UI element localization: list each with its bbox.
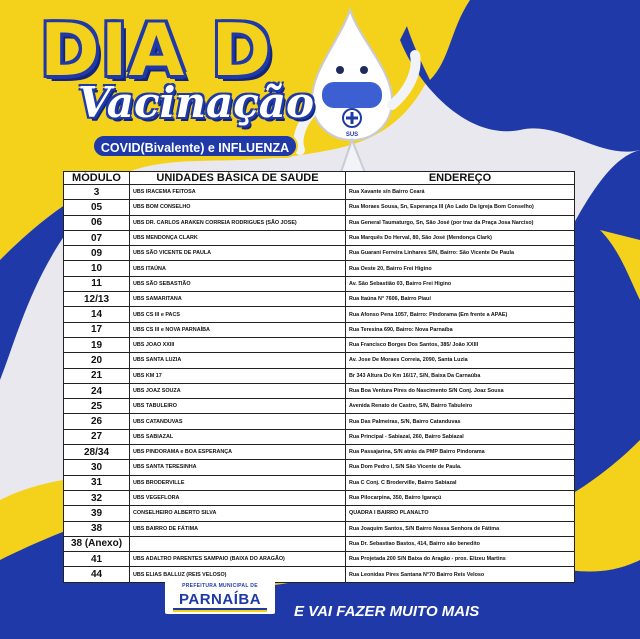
table-row — [64, 490, 575, 505]
table-row — [64, 200, 575, 215]
table-row — [64, 215, 575, 230]
table-row — [64, 307, 575, 322]
address-cell: Br 343 Altura Do Km 16/17, S/N, Baixa Da Carnaúba — [346, 368, 575, 383]
table-row — [64, 399, 575, 414]
event-date: 20.MAIO — [477, 46, 591, 77]
module-cell: 41 — [64, 552, 130, 567]
table-row — [64, 414, 575, 429]
address-cell: Rua Afonso Pena 1057, Bairro: Pindorama (Em frente a APAE) — [346, 307, 575, 322]
module-cell: 31 — [64, 475, 130, 490]
table-row — [64, 521, 575, 536]
title-sub: Vacinação — [78, 78, 315, 127]
ubs-cell: UBS IRACEMA FEITOSA — [130, 185, 346, 200]
ubs-cell: UBS BRODERVILLE — [130, 475, 346, 490]
table-row — [64, 506, 575, 521]
module-cell: 30 — [64, 460, 130, 475]
address-cell: Rua Teresina 690, Bairro: Nova Parnaíba — [346, 322, 575, 337]
ubs-cell: UBS DR. CARLOS ARAKEN CORREIA RODRIGUES (SÃO JOSE) — [130, 215, 346, 230]
module-cell: 11 — [64, 276, 130, 291]
table-row — [64, 261, 575, 276]
ubs-cell: UBS ITAÚNA — [130, 261, 346, 276]
table-body — [64, 185, 575, 583]
ubs-cell: UBS ELIAS BALLUZ (REIS VELOSO) — [130, 567, 346, 582]
module-cell: 12/13 — [64, 292, 130, 307]
address-cell: Avenida Renato de Castro, S/N, Bairro Tabuleiro — [346, 399, 575, 414]
address-cell: Rua Moraes Sousa, Sn, Esperança III (Ao Lado Da Igreja Bom Conselho) — [346, 200, 575, 215]
table-row — [64, 567, 575, 582]
address-cell: Rua Dr. Sebastiao Bastos, 414, Bairro são benedito — [346, 536, 575, 551]
address-cell: Rua Projetada 200 S/N Baixa do Aragão - prox. Elizeu Martins — [346, 552, 575, 567]
header-module: MÓDULO — [64, 172, 130, 185]
ubs-cell: UBS SÃO VICENTE DE PAULA — [130, 246, 346, 261]
table-row — [64, 353, 575, 368]
header-ubs: UNIDADES BÁSICA DE SAÚDE — [130, 172, 346, 185]
subtitle-badge: COVID(Bivalente) e INFLUENZA — [92, 134, 298, 158]
ubs-cell: CONSELHEIRO ALBERTO SILVA — [130, 506, 346, 521]
module-cell: 24 — [64, 383, 130, 398]
ubs-cell: UBS KM 17 — [130, 368, 346, 383]
ubs-cell: UBS SANTA TERESINHA — [130, 460, 346, 475]
address-cell: Rua Francisco Borges Dos Santos, 385/ João XXIII — [346, 337, 575, 352]
table-row — [64, 445, 575, 460]
ubs-cell: UBS SAMARITANA — [130, 292, 346, 307]
table-row — [64, 322, 575, 337]
ubs-cell: UBS CS III e NOVA PARNAÍBA — [130, 322, 346, 337]
module-cell: 44 — [64, 567, 130, 582]
module-cell: 25 — [64, 399, 130, 414]
mascot-badge: SUS — [345, 132, 359, 138]
title-main: DIA D — [40, 8, 273, 92]
address-cell: Av. São Sebastião 03, Bairro Frei Higino — [346, 276, 575, 291]
module-cell: 19 — [64, 337, 130, 352]
ubs-cell: UBS CATANDUVAS — [130, 414, 346, 429]
address-cell: Rua Principal - Sabiazal, 260, Bairro Sabiazal — [346, 429, 575, 444]
table-row — [64, 292, 575, 307]
ubs-cell: UBS JOAZ SOUZA — [130, 383, 346, 398]
address-cell: Rua Passajarina, S/N atrás da PMP Bairro Pindorama — [346, 445, 575, 460]
module-cell: 28/34 — [64, 445, 130, 460]
table-row — [64, 276, 575, 291]
logo-stripe-yellow — [173, 610, 267, 612]
ubs-cell: UBS BOM CONSELHO — [130, 200, 346, 215]
address-cell: Rua Xavante s/n Bairro Ceará — [346, 185, 575, 200]
module-cell: 39 — [64, 506, 130, 521]
table-row — [64, 460, 575, 475]
module-cell: 38 (Anexo) — [64, 536, 130, 551]
table-row — [64, 429, 575, 444]
logo-big-text: PARNAÍBA — [178, 591, 262, 608]
address-cell: Av. Jose De Moraes Correia, 2090, Santa Luzia — [346, 353, 575, 368]
module-cell: 38 — [64, 521, 130, 536]
ubs-cell: UBS TABULEIRO — [130, 399, 346, 414]
address-cell: Rua Boa Ventura Pires do Nascimento S/N Conj. Joaz Sousa — [346, 383, 575, 398]
module-cell: 20 — [64, 353, 130, 368]
ubs-cell: UBS BAIRRO DE FÁTIMA — [130, 521, 346, 536]
address-cell: Rua Dom Pedro I, S/N São Vicente de Paula. — [346, 460, 575, 475]
ubs-cell: UBS SÃO SEBASTIÃO — [130, 276, 346, 291]
table-row — [64, 337, 575, 352]
module-cell: 21 — [64, 368, 130, 383]
ubs-cell: UBS SABIAZAL — [130, 429, 346, 444]
table-header-row — [64, 172, 575, 185]
module-cell: 06 — [64, 215, 130, 230]
ubs-cell: UBS MENDONÇA CLARK — [130, 230, 346, 245]
module-cell: 14 — [64, 307, 130, 322]
table-row — [64, 230, 575, 245]
ubs-cell: UBS CS III e PACS — [130, 307, 346, 322]
header-address: ENDEREÇO — [346, 172, 575, 185]
module-cell: 10 — [64, 261, 130, 276]
parnaiba-logo — [165, 580, 275, 614]
module-cell: 3 — [64, 185, 130, 200]
module-cell: 07 — [64, 230, 130, 245]
module-cell: 27 — [64, 429, 130, 444]
address-cell: QUADRA I BAIRRO PLANALTO — [346, 506, 575, 521]
address-cell: Rua C Conj. C Broderville, Bairro Sabiazal — [346, 475, 575, 490]
ubs-cell: UBS JOAO XXIII — [130, 337, 346, 352]
module-cell: 26 — [64, 414, 130, 429]
schedule-table — [63, 171, 575, 583]
table-row — [64, 185, 575, 200]
ubs-cell — [130, 536, 346, 551]
table-row — [64, 536, 575, 551]
table-row — [64, 246, 575, 261]
slogan-line-2: E VAI FAZER MUITO MAIS — [294, 603, 480, 620]
module-cell: 09 — [64, 246, 130, 261]
event-day: SÁBADO — [460, 12, 607, 49]
address-cell: Rua Leonidas Pires Santana N°70 Bairro Reis Veloso — [346, 567, 575, 582]
address-cell: Rua Das Palmeiras, S/N, Bairro Catanduvas — [346, 414, 575, 429]
module-cell: 32 — [64, 490, 130, 505]
address-cell: Rua Itaúna N° 7606, Bairro Piauí — [346, 292, 575, 307]
module-cell: 17 — [64, 322, 130, 337]
ubs-cell: UBS SANTA LUZIA — [130, 353, 346, 368]
address-cell: Rua Joaquim Santos, S/N Bairro Nossa Senhora de Fátima — [346, 521, 575, 536]
address-cell: Rua Pilocarpina, 350, Bairro Igaraçú — [346, 490, 575, 505]
table-row — [64, 383, 575, 398]
ubs-cell: UBS PINDORAMA e BOA ESPERANÇA — [130, 445, 346, 460]
table-row — [64, 552, 575, 567]
slogan-line-1: A PREFEITURA FAZ — [292, 583, 482, 605]
table-row — [64, 368, 575, 383]
table-row — [64, 475, 575, 490]
logo-small-text: PREFEITURA MUNICIPAL DE — [182, 583, 258, 589]
address-cell: Rua Marquês Do Herval, 80, São José (Mendonça Clark) — [346, 230, 575, 245]
address-cell: Rua General Taumaturgo, Sn, São José (por traz da Praça Josa Narciso) — [346, 215, 575, 230]
address-cell: Rua Guarani Ferreira Linhares S/N, Bairro: São Vicente De Paula — [346, 246, 575, 261]
ubs-cell: UBS ADALTRO PARENTES SAMPAIO (BAIXA DO ARAGÃO) — [130, 552, 346, 567]
module-cell: 05 — [64, 200, 130, 215]
ubs-cell: UBS VEGEFLORA — [130, 490, 346, 505]
address-cell: Rua Oeste 20, Bairro Frei Higino — [346, 261, 575, 276]
